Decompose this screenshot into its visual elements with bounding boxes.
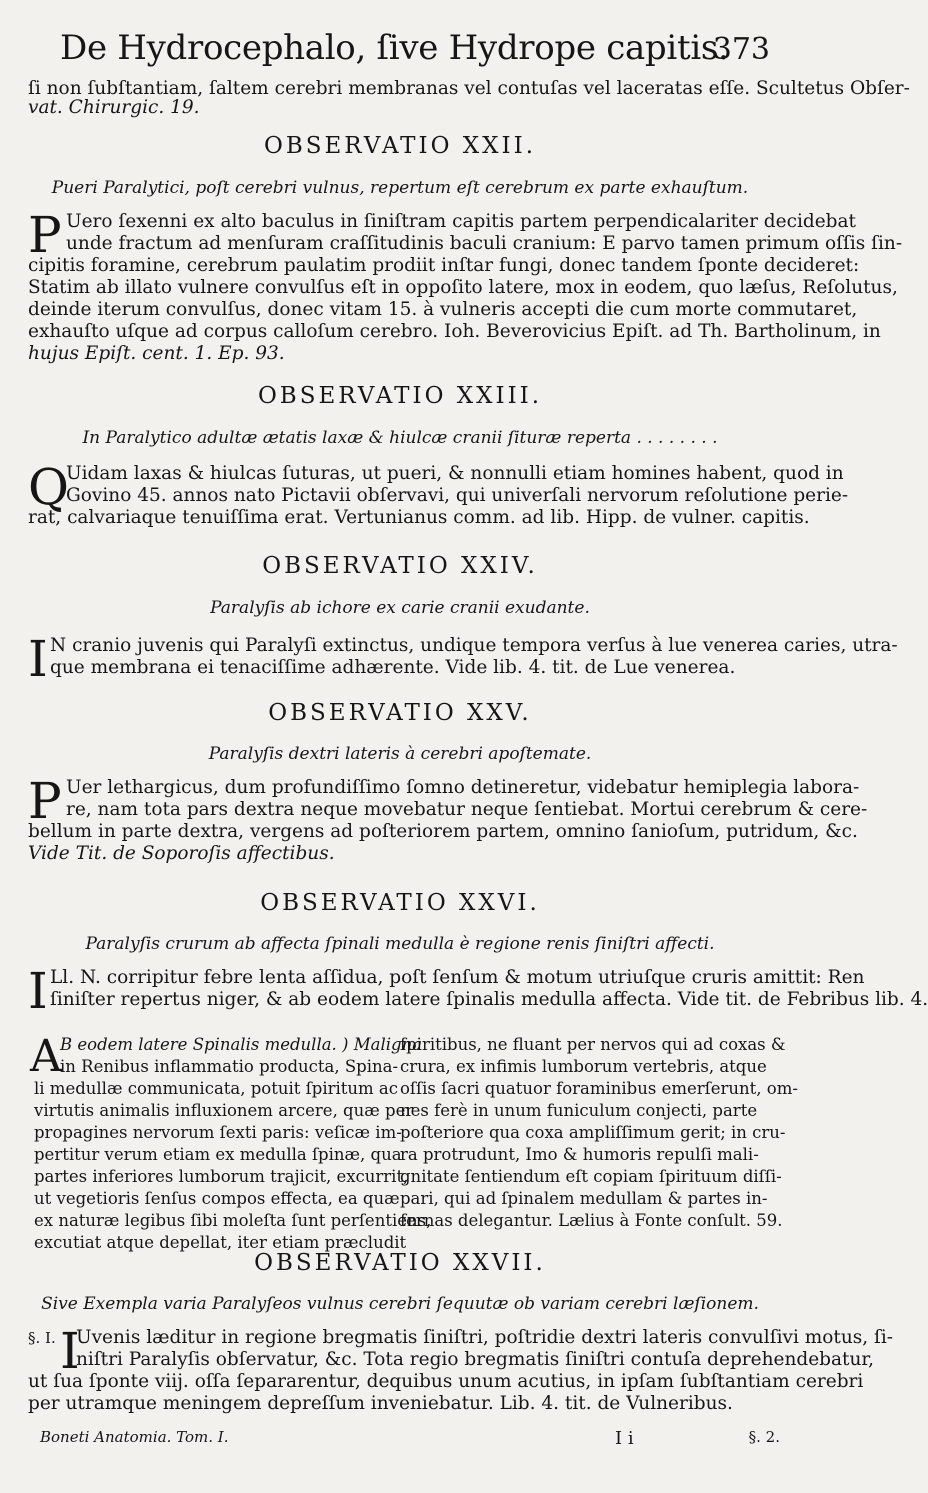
observation-subtitle-22: Pueri Paralytici, poſt cerebri vulnus, repertum eſt cerebrum ex parte exhauſtum. (51, 178, 749, 198)
text-line: re, nam tota pars dextra neque movebatur neque ſentiebat. Mortui cerebrum & cere- (66, 799, 868, 820)
column-line: excutiat atque depellat, iter etiam præcludit (34, 1233, 407, 1252)
section-mark: §. I. (28, 1329, 56, 1347)
intro-line: vat. Chirurgic. 19. (28, 97, 200, 118)
column-line: pertitur verum etiam ex medulla ſpinæ, qua (34, 1145, 402, 1164)
text-line: Statim ab illato vulnere convulſus eſt in oppoſito latere, mox in eodem, quo læſus, Reſolutus, (28, 277, 898, 298)
page-number: 373 (712, 32, 770, 67)
drop-cap: Q (28, 458, 69, 516)
intro-line: ſi non ſubſtantiam, ſaltem cerebri membranas vel contuſas vel laceratas eſſe. Scultetus Obſer- (28, 78, 910, 99)
running-title: De Hydrocephalo, ſive Hydrope capitis. (60, 28, 729, 68)
column-line: gnitate ſentiendum eſt copiam ſpirituum diſſi- (400, 1167, 782, 1186)
text-line: bellum in parte dextra, vergens ad poſteriorem partem, omnino ſanioſum, putridum, &c. (28, 821, 858, 842)
text-line: Uidam laxas & hiulcas ſuturas, ut pueri, & nonnulli etiam homines habent, quod in (66, 463, 844, 484)
drop-cap: I (28, 630, 48, 688)
column-line: pari, qui ad ſpinalem medullam & partes in- (400, 1189, 768, 1208)
column-line: nes ferè in unum funiculum conjecti, parte (400, 1101, 758, 1120)
drop-cap: A (30, 1031, 62, 1082)
observation-heading-26: OBSERVATIO XXVI. (260, 890, 540, 916)
observation-heading-25: OBSERVATIO XXV. (268, 700, 532, 726)
text-line: niſtri Paralyſis obſervatur, &c. Tota regio bregmatis ſiniſtri contuſa deprehendebatur, (76, 1349, 875, 1370)
text-line: hujus Epiſt. cent. 1. Ep. 93. (28, 343, 285, 364)
text-line: Uvenis læditur in regione bregmatis ſiniſtri, poſtridie dextri lateris convulſivi motus, ſi- (76, 1327, 894, 1348)
text-line: ut ſua ſponte viij. oſſa ſepararentur, dequibus unum acutius, in ipſam ſubſtantiam cerebri (28, 1371, 864, 1392)
text-line: N cranio juvenis qui Paralyſi extinctus, undique tempora verſus à lue venerea caries, utra- (50, 635, 898, 656)
column-line: ra protrudunt, Imo & humoris repulſi mali- (400, 1145, 759, 1164)
column-line: oſſis ſacri quatuor foraminibus emerſerunt, om- (400, 1079, 798, 1098)
page-header (60, 28, 770, 74)
observation-heading-27: OBSERVATIO XXVII. (254, 1250, 546, 1276)
text-line: unde fractum ad menſuram craſſitudinis baculi cranium: E parvo tamen primum oſſis ſin- (66, 233, 903, 254)
column-line: partes inferiores lumborum trajicit, excurrit, (34, 1167, 409, 1186)
text-line: Vide Tit. de Soporoſis affectibus. (28, 843, 335, 864)
text-line: Ll. N. corripitur febre lenta aſſidua, poſt ſenſum & motum utriuſque cruris amittit: Ren (50, 967, 865, 988)
column-line: virtutis animalis influxionem arcere, quæ per (34, 1101, 414, 1120)
drop-cap: I (60, 1322, 80, 1380)
signature-mark: I i (615, 1428, 634, 1449)
text-line: ſiniſter repertus niger, & ab eodem latere ſpinalis medulla affecta. Vide tit. de Febribus lib. 4. (50, 989, 928, 1010)
text-line: per utramque meningem depreſſum inveniebatur. Lib. 4. tit. de Vulneribus. (28, 1393, 733, 1414)
column-line: in Renibus inflammatio producta, Spina- (60, 1057, 399, 1076)
left-column (34, 1034, 432, 1254)
observation-heading-22: OBSERVATIO XXII. (263, 133, 537, 159)
column-line: ſpiritibus, ne fluant per nervos qui ad coxas & (400, 1035, 786, 1054)
column-line: fernas delegantur. Lælius à Fonte conſult. 59. (400, 1211, 783, 1230)
column-line: li medullæ communicata, potuit ſpiritum ac (34, 1079, 398, 1098)
text-line: exhauſto uſque ad corpus calloſum cerebro. Ioh. Beverovicius Epiſt. ad Th. Bartholinum, in (28, 321, 881, 342)
observation-subtitle-26: Paralyſis crurum ab affecta ſpinali medulla è regione renis ſiniſtri affecti. (85, 934, 715, 954)
column-line: propagines nervorum ſexti paris: veſicæ im- (34, 1123, 402, 1142)
signature-line: Boneti Anatomia. Tom. I. (40, 1428, 229, 1446)
observation-heading-23: OBSERVATIO XXIII. (257, 383, 543, 409)
right-column (400, 1034, 798, 1232)
text-line: cipitis foramine, cerebrum paulatim prodiit inſtar fungi, donec tandem ſponte decideret: (28, 255, 860, 276)
column-line: ex naturæ legibus ſibi moleſta ſunt perſentiens, (34, 1211, 432, 1230)
column-line: poſteriore qua coxa ampliſſimum gerit; in cru- (400, 1123, 786, 1142)
drop-cap: P (28, 772, 62, 830)
text-line: Uer lethargicus, dum profundiſſimo ſomno detineretur, videbatur hemiplegia labora- (66, 777, 860, 798)
text-line: deinde iterum convulſus, donec vitam 15. à vulneris accepti die cum morte commutaret, (28, 299, 858, 320)
column-line: crura, ex infimis lumborum vertebris, atque (400, 1057, 767, 1076)
text-line: Govino 45. annos nato Pictavii obſervavi, qui univerſali nervorum reſolutione perie- (66, 485, 849, 506)
observation-heading-24: OBSERVATIO XXIV. (262, 553, 538, 579)
column-line: B eodem latere Spinalis medulla. ) Maligna (60, 1035, 423, 1054)
observation-subtitle-27: Sive Exempla varia Paralyſeos vulnus cerebri ſequutæ ob variam cerebri læſionem. (41, 1294, 759, 1314)
page-footer (40, 1428, 780, 1458)
drop-cap: I (28, 962, 48, 1020)
text-line: rat, calvariaque tenuiſſima erat. Vertunianus comm. ad lib. Hipp. de vulner. capitis. (28, 507, 810, 528)
observation-subtitle-24: Paralyſis ab ichore ex carie cranii exudante. (210, 598, 590, 618)
observation-subtitle-23: In Paralytico adultæ ætatis laxæ & hiulcæ cranii ſituræ reperta . . . . . . . . (82, 428, 718, 448)
drop-cap: P (28, 206, 62, 264)
text-line: que membrana ei tenaciſſime adhærente. Vide lib. 4. tit. de Lue venerea. (50, 657, 736, 678)
observation-subtitle-25: Paralyſis dextri lateris à cerebri apoſtemate. (208, 744, 592, 764)
catchword: §. 2. (748, 1428, 780, 1446)
column-line: ut vegetioris ſenſus compos effecta, ea quæ (34, 1189, 400, 1208)
text-line: Uero ſexenni ex alto baculus in ſiniſtram capitis partem perpendicalariter decidebat (66, 211, 856, 232)
